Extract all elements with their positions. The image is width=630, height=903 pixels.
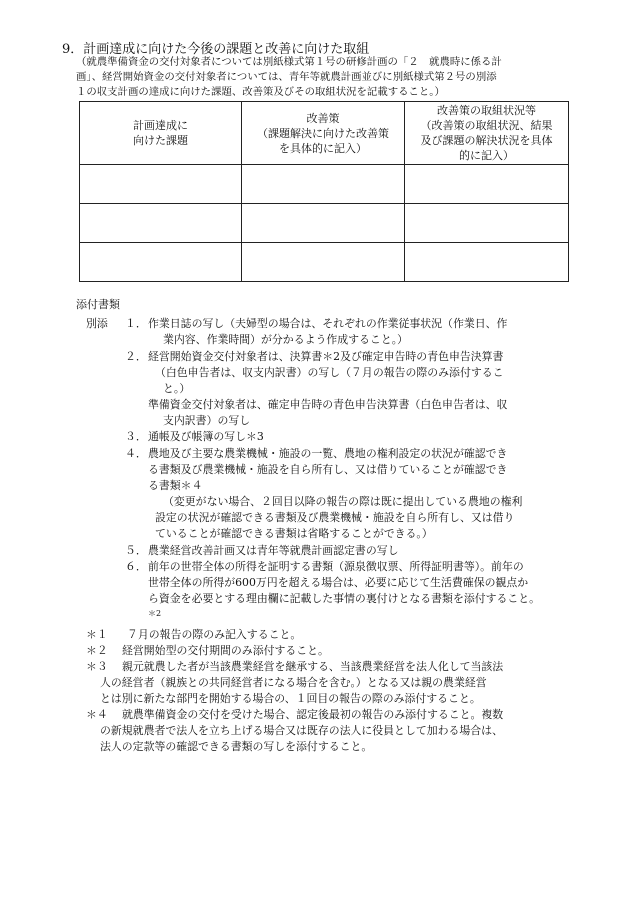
header-measures-line: （課題解決に向けた改善策 bbox=[257, 126, 389, 140]
attachment-line: ＊2 bbox=[148, 609, 162, 618]
header-status-line: 的に記入） bbox=[459, 149, 514, 162]
footnote-line: とは別に新たな部門を開始する場合の、１回目の報告の際のみ添付すること。 bbox=[100, 692, 481, 705]
header-status-line: 及び課題の解決状況を具体 bbox=[420, 134, 553, 147]
table-row bbox=[80, 165, 569, 204]
attachment-line: 作業日誌の写し（夫婦型の場合は、それぞれの作業従事状況（作業日、作 bbox=[148, 317, 508, 330]
table-row bbox=[80, 204, 569, 243]
footnote-mark: ＊４ bbox=[86, 708, 108, 721]
header-issues-line: 計画達成に bbox=[133, 119, 188, 132]
attachment-line: 世帯全体の所得が600万円を超える場合は、必要に応じて生活費確保の観点か bbox=[148, 576, 529, 589]
attachment-line: 設定の状況が確認できる書類及び農業機械・施設を自ら所有し、又は借り bbox=[155, 511, 515, 524]
attachment-line: ていることが確認できる書類は省略することができる。） bbox=[155, 527, 433, 540]
header-issues bbox=[80, 102, 242, 165]
attachment-number: ５． bbox=[125, 544, 147, 557]
attachment-number: ６． bbox=[125, 560, 147, 573]
attachment-line: 支内訳書）の写し bbox=[163, 414, 251, 427]
attachments-title: 添付書類 bbox=[76, 298, 120, 311]
attachment-number: ３． bbox=[125, 430, 147, 443]
attachment-line: 通帳及び帳簿の写し＊3 bbox=[148, 430, 264, 443]
footnote-mark: ＊１ bbox=[86, 628, 108, 641]
issue-cell[interactable] bbox=[80, 243, 242, 282]
header-status bbox=[405, 102, 569, 165]
attachment-line: 業内容、作業時間）が分かるよう作成すること。） bbox=[163, 333, 409, 346]
header-measures-line: を具体的に記入） bbox=[279, 141, 367, 155]
footnote-line: 経営開始型の交付期間のみ添付すること。 bbox=[122, 644, 329, 657]
header-status-line: （改善策の取組状況、結果 bbox=[420, 119, 553, 132]
header-measures-line: 改善策 bbox=[306, 111, 340, 125]
attachment-line: る書類＊４ bbox=[148, 479, 203, 492]
footnote-line: の新規就農者で法人を立ち上げる場合又は既存の法人に役員として加わる場合は、 bbox=[100, 724, 503, 737]
attachment-number: １． bbox=[125, 317, 147, 330]
attachment-line: 前年の世帯全体の所得を証明する書類（源泉徴収票、所得証明書等）。前年の bbox=[148, 560, 524, 573]
measure-cell[interactable] bbox=[242, 204, 405, 243]
section-note-line: １の収支計画の達成に向けた課題、改善策及びその取組状況を記載すること。） bbox=[76, 86, 445, 98]
footnote-line: 法人の定款等の確認できる書類の写しを添付すること。 bbox=[100, 740, 373, 753]
footnote-mark: ＊３ bbox=[86, 660, 108, 673]
measure-cell[interactable] bbox=[242, 165, 405, 204]
attachment-number: ２． bbox=[125, 350, 147, 363]
footnote-line: 就農準備資金の交付を受けた場合、認定後最初の報告のみ添付すること。複数 bbox=[122, 708, 504, 721]
attachment-line: 農業経営改善計画又は青年等就農計画認定書の写し bbox=[148, 544, 399, 557]
footnote-line: ７月の報告の際のみ記入すること。 bbox=[127, 628, 302, 641]
section-note-line: 画」、経営開始資金の交付対象者については、青年等就農計画並びに別紙様式第２号の別添 bbox=[76, 71, 497, 83]
status-cell[interactable] bbox=[405, 165, 569, 204]
status-cell[interactable] bbox=[405, 204, 569, 243]
attachment-line: ら資金を必要とする理由欄に記載した事情の裏付けとなる書類を添付すること。 bbox=[148, 592, 541, 605]
table-header-row bbox=[80, 102, 569, 165]
attachment-line: る書類及び農業機械・施設を自ら所有し、又は借りていることが確認でき bbox=[148, 463, 508, 476]
header-issues-line: 向けた課題 bbox=[133, 134, 188, 147]
attachment-line: 農地及び主要な農業機械・施設の一覧、農地の権利設定の状況が確認でき bbox=[148, 447, 508, 460]
attachment-line: （白色申告者は、収支内訳書）の写し（７月の報告の際のみ添付するこ bbox=[155, 366, 504, 379]
attachment-line: 経営開始資金交付対象者は、決算書＊2及び確定申告時の青色申告決算書 bbox=[148, 350, 504, 363]
footnote-line: 親元就農した者が当該農業経営を継承する、当該農業経営を法人化して当該法 bbox=[122, 660, 504, 673]
issue-cell[interactable] bbox=[80, 165, 242, 204]
attachment-line: （変更がない場合、２回目以降の報告の際は既に提出している農地の権利 bbox=[163, 495, 523, 508]
attachment-line: と。） bbox=[163, 382, 191, 395]
attachment-number: ４． bbox=[125, 447, 147, 460]
measure-cell[interactable] bbox=[242, 243, 405, 282]
table-row bbox=[80, 243, 569, 282]
improvement-plan-table bbox=[79, 101, 569, 282]
header-measures bbox=[242, 102, 405, 165]
attachment-line: 準備資金交付対象者は、確定申告時の青色申告決算書（白色申告者は、収 bbox=[148, 398, 508, 411]
section-title: 9．計画達成に向けた今後の課題と改善に向けた取組 bbox=[62, 42, 370, 57]
footnote-mark: ＊２ bbox=[86, 644, 108, 657]
header-status-line: 改善策の取組状況等 bbox=[437, 104, 536, 117]
attachments-prefix: 別添 bbox=[86, 317, 108, 330]
section-note-line: （就農準備資金の交付対象者については別紙様式第１号の研修計画の「２ 就農時に係る計 bbox=[76, 56, 502, 68]
footnote-line: 人の経営者（親族との共同経営者になる場合を含む。）となる又は親の農業経営 bbox=[100, 676, 487, 689]
status-cell[interactable] bbox=[405, 243, 569, 282]
issue-cell[interactable] bbox=[80, 204, 242, 243]
